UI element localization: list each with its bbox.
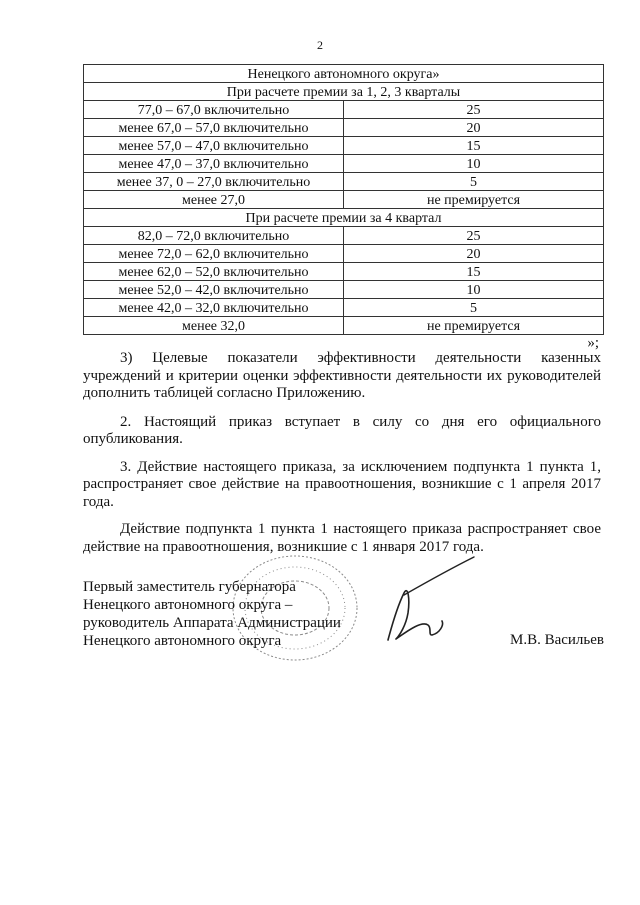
paragraph-item-3: 3) Целевые показатели эффективности деятельности казенных учреждений и критерии оценки эффективности деятельности их руководителей дополнить таблицей согласно Приложению. bbox=[83, 350, 601, 401]
table-row bbox=[84, 227, 604, 245]
paragraph-point-2: 2. Настоящий приказ вступает в силу со дня его официального опубликования. bbox=[83, 413, 601, 447]
range-cell: менее 42,0 – 32,0 включительно bbox=[84, 299, 344, 317]
table-row bbox=[84, 245, 604, 263]
table-row bbox=[84, 83, 604, 101]
signer-position-line-2: Ненецкого автономного округа – bbox=[83, 597, 293, 613]
range-cell: менее 57,0 – 47,0 включительно bbox=[84, 137, 344, 155]
range-cell: менее 37, 0 – 27,0 включительно bbox=[84, 173, 344, 191]
value-cell: не премируется bbox=[344, 317, 604, 335]
value-cell: 25 bbox=[344, 101, 604, 119]
table-row bbox=[84, 119, 604, 137]
range-cell: менее 47,0 – 37,0 включительно bbox=[84, 155, 344, 173]
value-cell: 20 bbox=[344, 119, 604, 137]
table-row bbox=[84, 263, 604, 281]
table-row bbox=[84, 173, 604, 191]
page-number: 2 bbox=[317, 38, 323, 52]
signer-position-line-4: Ненецкого автономного округа bbox=[83, 633, 282, 649]
table-row bbox=[84, 65, 604, 83]
value-cell: 20 bbox=[344, 245, 604, 263]
table-section-title: При расчете премии за 4 квартал bbox=[84, 209, 604, 227]
table-header-continuation: Ненецкого автономного округа» bbox=[84, 65, 604, 83]
range-cell: менее 52,0 – 42,0 включительно bbox=[84, 281, 344, 299]
paragraph-point-3-extra: Действие подпункта 1 пункта 1 настоящего приказа распространяет свое действие на правоотношения, возникшие с 1 января 2017 года. bbox=[83, 521, 601, 555]
range-cell: 77,0 – 67,0 включительно bbox=[84, 101, 344, 119]
table-section-title: При расчете премии за 1, 2, 3 кварталы bbox=[84, 83, 604, 101]
value-cell: 10 bbox=[344, 155, 604, 173]
closing-quote: »; bbox=[587, 335, 599, 351]
signer-position-line-3: руководитель Аппарата Администрации bbox=[83, 615, 341, 631]
table-row bbox=[84, 299, 604, 317]
value-cell: 10 bbox=[344, 281, 604, 299]
signer-position-line-1: Первый заместитель губернатора bbox=[83, 579, 296, 595]
bonus-table bbox=[83, 64, 604, 335]
table-row bbox=[84, 281, 604, 299]
range-cell: менее 67,0 – 57,0 включительно bbox=[84, 119, 344, 137]
table-row bbox=[84, 209, 604, 227]
range-cell: менее 72,0 – 62,0 включительно bbox=[84, 245, 344, 263]
paragraph-point-3: 3. Действие настоящего приказа, за исключением подпункта 1 пункта 1, распространяет свое действие на правоотношения, возникшие с 1 апреля 2017 года. bbox=[83, 458, 601, 510]
value-cell: 5 bbox=[344, 299, 604, 317]
table-row bbox=[84, 317, 604, 335]
body-text bbox=[83, 350, 601, 566]
range-cell: 82,0 – 72,0 включительно bbox=[84, 227, 344, 245]
value-cell: 15 bbox=[344, 137, 604, 155]
value-cell: 25 bbox=[344, 227, 604, 245]
table-row bbox=[84, 101, 604, 119]
range-cell: менее 62,0 – 52,0 включительно bbox=[84, 263, 344, 281]
value-cell: 5 bbox=[344, 173, 604, 191]
value-cell: 15 bbox=[344, 263, 604, 281]
range-cell: менее 27,0 bbox=[84, 191, 344, 209]
table-row bbox=[84, 137, 604, 155]
table-row bbox=[84, 155, 604, 173]
range-cell: менее 32,0 bbox=[84, 317, 344, 335]
value-cell: не премируется bbox=[344, 191, 604, 209]
table-row bbox=[84, 191, 604, 209]
signer-name: М.В. Васильев bbox=[509, 632, 604, 648]
